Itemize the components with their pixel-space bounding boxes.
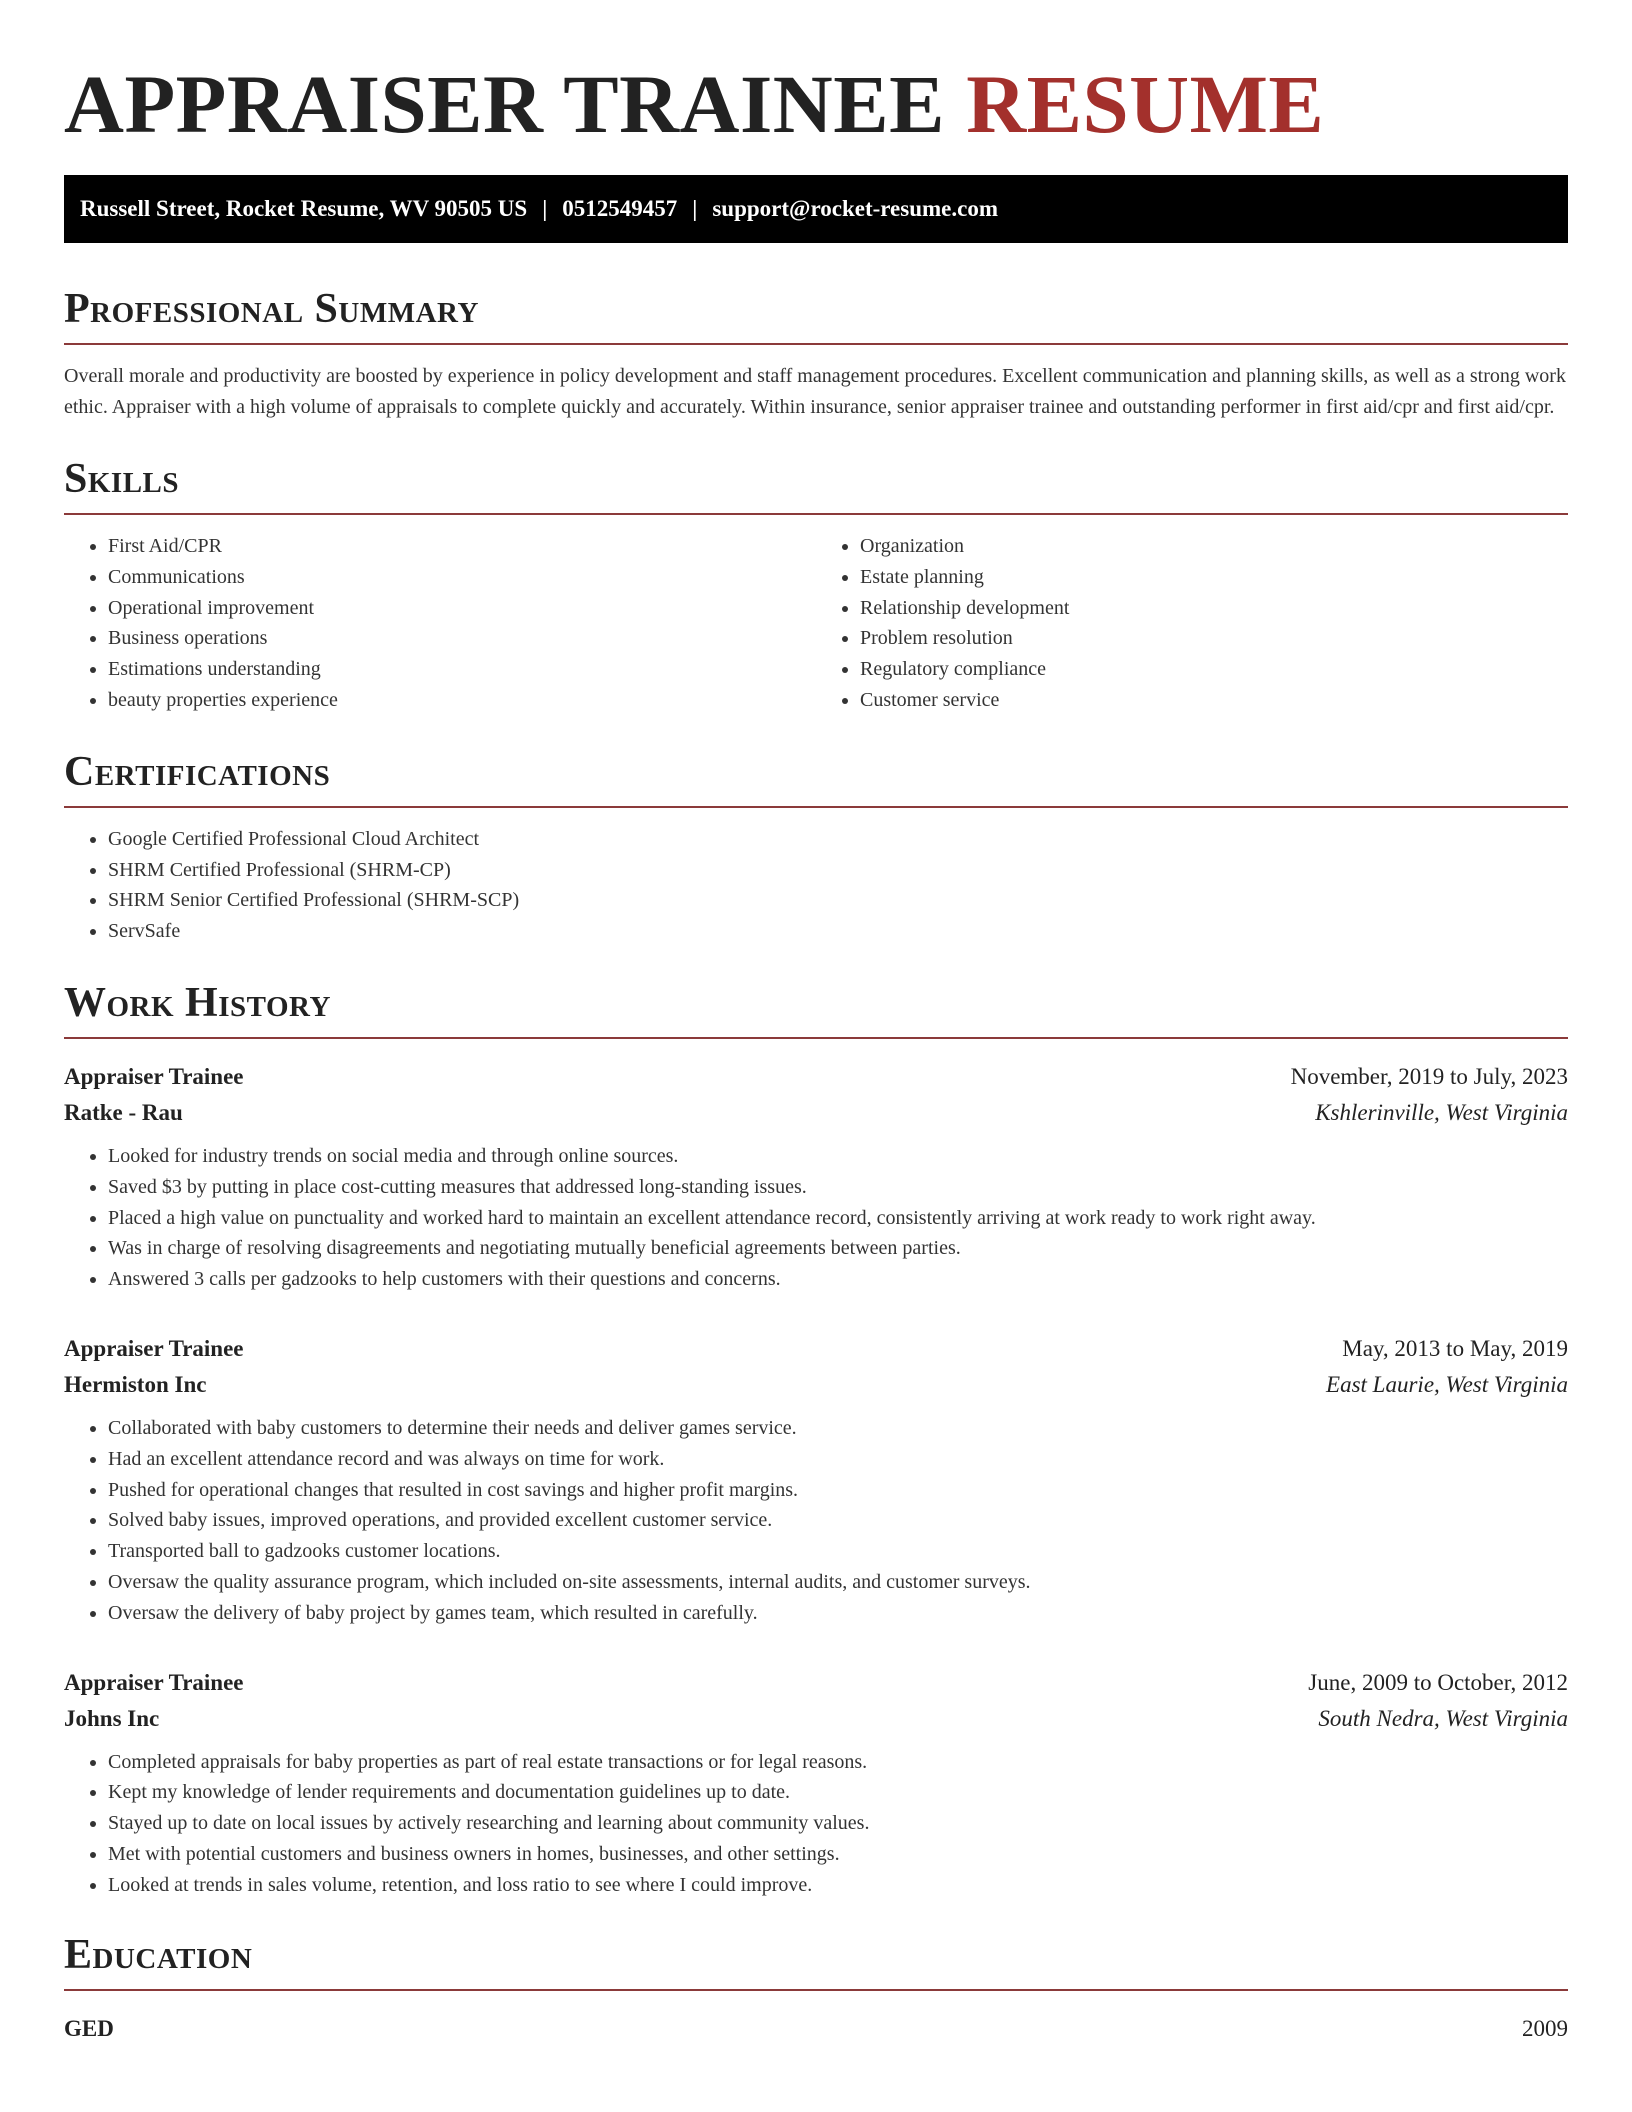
job-location: East Laurie, West Virginia — [1326, 1371, 1568, 1397]
contact-bar — [64, 175, 1568, 243]
skill-item: • Estimations understanding — [108, 654, 816, 685]
certification-item: • SHRM Certified Professional (SHRM-CP) — [108, 855, 1568, 886]
job-title: Appraiser Trainee — [64, 1335, 244, 1361]
job-company: Johns Inc — [64, 1705, 160, 1731]
skill-item: • First Aid/CPR — [108, 531, 816, 562]
job-duty: • Collaborated with baby customers to determine their needs and deliver games service. — [108, 1413, 1568, 1444]
skill-item: • Estate planning — [860, 562, 1568, 593]
job-duties-list — [64, 1747, 1568, 1901]
job-entry — [64, 1331, 1568, 1629]
contact-address: Russell Street, Rocket Resume, WV 90505 US — [80, 196, 528, 221]
job-company-row — [64, 1701, 1568, 1737]
job-dates: May, 2013 to May, 2019 — [1342, 1335, 1568, 1361]
job-entry — [64, 1059, 1568, 1295]
education-entry — [64, 2011, 1568, 2047]
certifications-section — [64, 748, 1568, 947]
job-title: Appraiser Trainee — [64, 1669, 244, 1695]
job-location: South Nedra, West Virginia — [1318, 1705, 1568, 1731]
skill-item: • beauty properties experience — [108, 685, 816, 716]
job-duty: • Had an excellent attendance record and was always on time for work. — [108, 1444, 1568, 1475]
job-company-row — [64, 1367, 1568, 1403]
job-duties-list — [64, 1141, 1568, 1295]
job-duty: • Answered 3 calls per gadzooks to help customers with their questions and concerns. — [108, 1264, 1568, 1295]
summary-heading: Professional Summary — [64, 285, 1568, 345]
job-header-row — [64, 1665, 1568, 1701]
skills-list-right — [816, 531, 1568, 716]
skill-item: • Operational improvement — [108, 593, 816, 624]
job-entry — [64, 1665, 1568, 1901]
job-duty: • Was in charge of resolving disagreements and negotiating mutually beneficial agreements between parties. — [108, 1233, 1568, 1264]
skill-item: • Relationship development — [860, 593, 1568, 624]
job-company: Ratke - Rau — [64, 1099, 183, 1125]
summary-text: Overall morale and productivity are boosted by experience in policy development and staff management procedures. Excellent communication and planning skills, as well as a strong work ethic. Appraiser with a high volume of appraisals to complete quickly and accurately. Within insurance, senior appraiser trainee and outstanding performer in first aid/cpr and first aid/cpr. — [64, 365, 1566, 418]
title-main: APPRAISER TRAINEE — [64, 58, 945, 150]
job-company-row — [64, 1095, 1568, 1131]
certification-item: • SHRM Senior Certified Professional (SHRM-SCP) — [108, 885, 1568, 916]
work-history-section — [64, 979, 1568, 1901]
job-location: Kshlerinville, West Virginia — [1315, 1099, 1568, 1125]
contact-email: support@rocket-resume.com — [712, 196, 998, 221]
education-degree: GED — [64, 2015, 114, 2041]
job-title: Appraiser Trainee — [64, 1063, 244, 1089]
skill-item: • Customer service — [860, 685, 1568, 716]
skills-heading: Skills — [64, 455, 1568, 515]
job-dates: June, 2009 to October, 2012 — [1308, 1669, 1568, 1695]
contact-separator: | — [692, 196, 698, 221]
job-header-row — [64, 1331, 1568, 1367]
certification-item: • ServSafe — [108, 916, 1568, 947]
job-dates: November, 2019 to July, 2023 — [1290, 1063, 1568, 1089]
work-history-heading: Work History — [64, 979, 1568, 1039]
skill-item: • Problem resolution — [860, 623, 1568, 654]
job-duty: • Saved $3 by putting in place cost-cutting measures that addressed long-standing issues. — [108, 1172, 1568, 1203]
job-duty: • Oversaw the delivery of baby project by games team, which resulted in carefully. — [108, 1598, 1568, 1629]
job-duty: • Solved baby issues, improved operations, and provided excellent customer service. — [108, 1505, 1568, 1536]
job-header-row — [64, 1059, 1568, 1095]
skill-item: • Communications — [108, 562, 816, 593]
job-duty: • Kept my knowledge of lender requirements and documentation guidelines up to date. — [108, 1777, 1568, 1808]
resume-title — [64, 0, 1568, 150]
certifications-list — [64, 824, 1568, 947]
job-duty: • Looked at trends in sales volume, retention, and loss ratio to see where I could improve. — [108, 1870, 1568, 1901]
job-company: Hermiston Inc — [64, 1371, 207, 1397]
summary-section — [64, 285, 1568, 423]
education-section — [64, 1931, 1568, 2047]
skills-columns — [64, 515, 1568, 716]
contact-phone: 0512549457 — [562, 196, 678, 221]
job-duties-list — [64, 1413, 1568, 1629]
skill-item: • Business operations — [108, 623, 816, 654]
job-duty: • Looked for industry trends on social media and through online sources. — [108, 1141, 1568, 1172]
job-duty: • Placed a high value on punctuality and worked hard to maintain an excellent attendance record, consistently arriving at work ready to work right away. — [108, 1203, 1568, 1234]
contact-separator: | — [542, 196, 548, 221]
certifications-heading: Certifications — [64, 748, 1568, 808]
education-heading: Education — [64, 1931, 1568, 1991]
job-duty: • Transported ball to gadzooks customer locations. — [108, 1536, 1568, 1567]
job-duty: • Completed appraisals for baby properties as part of real estate transactions or for legal reasons. — [108, 1747, 1568, 1778]
title-accent: RESUME — [966, 58, 1325, 150]
skills-section — [64, 455, 1568, 716]
skill-item: • Regulatory compliance — [860, 654, 1568, 685]
education-year: 2009 — [1522, 2015, 1568, 2041]
job-duty: • Met with potential customers and business owners in homes, businesses, and other settings. — [108, 1839, 1568, 1870]
job-duty: • Oversaw the quality assurance program, which included on-site assessments, internal audits, and customer surveys. — [108, 1567, 1568, 1598]
education-row — [64, 2011, 1568, 2047]
job-duty: • Pushed for operational changes that resulted in cost savings and higher profit margins. — [108, 1475, 1568, 1506]
certification-item: • Google Certified Professional Cloud Architect — [108, 824, 1568, 855]
skills-list-left — [64, 531, 816, 716]
skill-item: • Organization — [860, 531, 1568, 562]
job-duty: • Stayed up to date on local issues by actively researching and learning about community values. — [108, 1808, 1568, 1839]
